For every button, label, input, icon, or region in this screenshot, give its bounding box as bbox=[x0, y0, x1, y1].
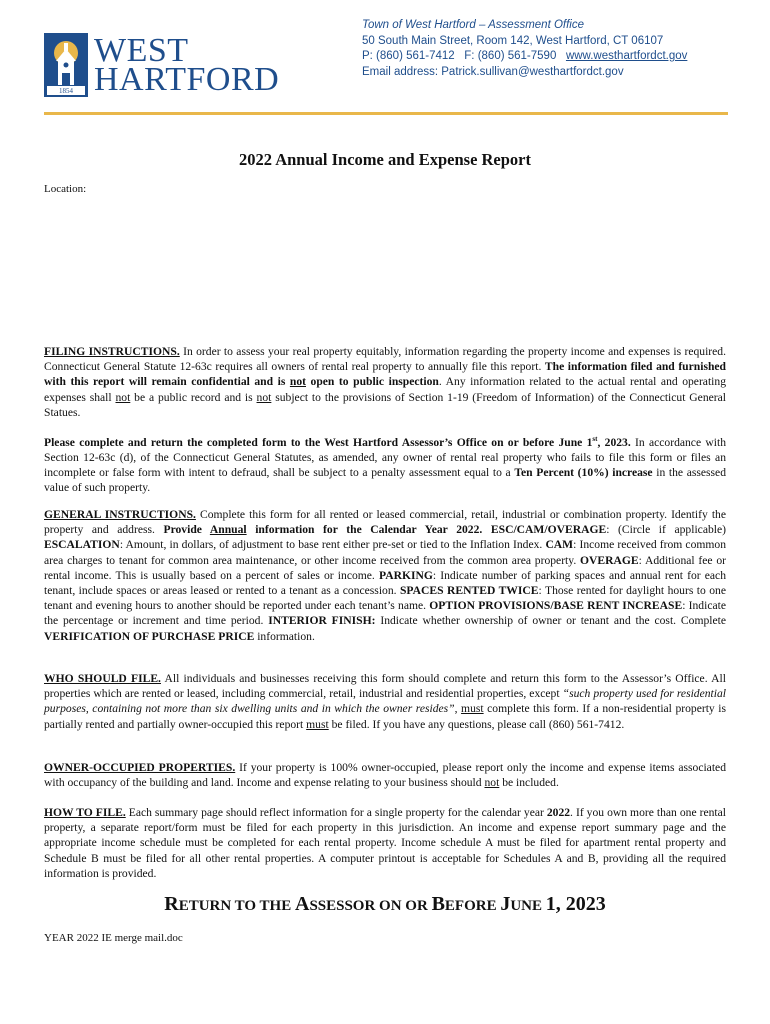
how-text: . If you own more than one rental property, a separate report/form must be filed for each property in this jurisdiction. An income and expense report summary page and the appropriate income schedule must be completed for each rental property. Income schedule A must be filed for apartment rental property and Schedule B must be filed for all other rental properties. A computer printout is acceptable for Schedules A and B, providing all the required information is provided. bbox=[44, 806, 726, 880]
general-text: : Those rented for daylight hours to one tenant and evening hours to another should be reported under each tenant’s name. bbox=[44, 584, 727, 613]
general-heading: GENERAL INSTRUCTIONS. bbox=[44, 508, 196, 521]
filing-text: . Any information related to the actual rental and operating expenses shall bbox=[44, 375, 726, 404]
who-heading: WHO SHOULD FILE. bbox=[44, 672, 161, 685]
filing-text: In order to assess your real property equitably, information regarding the property income and expenses is required. Connecticut General Statute 12-63c requires all owners of rental real property to annually file this report. bbox=[44, 345, 726, 374]
general-text: : Indicate number of parking spaces and annual rent for each tenant, include spaces or areas leased or rented to a tenant as a concession. bbox=[44, 568, 726, 598]
location-label: Location: bbox=[44, 183, 87, 195]
report-title: 2022 Annual Income and Expense Report bbox=[239, 150, 531, 169]
office-phone-fax: P: (860) 561-7412 F: (860) 561-7590 bbox=[362, 50, 566, 62]
who-text: , bbox=[454, 702, 462, 716]
how-year: 2022 bbox=[546, 806, 571, 819]
owner-heading: OWNER-OCCUPIED PROPERTIES. bbox=[44, 761, 236, 774]
footer-filename: YEAR 2022 IE merge mail.doc bbox=[44, 932, 183, 944]
office-contact-block bbox=[362, 18, 687, 80]
who-text: All individuals and businesses receiving this form should complete and return this form to the Assessor’s Office. All properties which are rented or leased, including commercial, retail, industrial and residential properties, except bbox=[44, 672, 726, 701]
seal-year: 1854 bbox=[59, 87, 73, 95]
owner-occupied-paragraph bbox=[44, 760, 726, 790]
filing-instructions-paragraph bbox=[44, 344, 726, 420]
term-verification: VERIFICATION OF PURCHASE PRICE bbox=[44, 629, 255, 643]
owner-text: be included. bbox=[499, 776, 559, 790]
office-email[interactable]: Email address: Patrick.sullivan@westhartfordct.gov bbox=[362, 65, 624, 78]
logo-word-hartford: HARTFORD bbox=[94, 61, 280, 98]
filing-bold: The information filed and furnished with this report will remain confidential and is bbox=[44, 360, 726, 389]
office-phone-line bbox=[362, 49, 687, 65]
term-interior-finish: INTERIOR FINISH: bbox=[268, 614, 376, 628]
general-text: : (Circle if applicable) bbox=[606, 523, 726, 537]
filing-text: subject to the provisions of Section 1-19 (Freedom of Information) of the Connecticut General Statues. bbox=[44, 390, 726, 419]
who-must: must bbox=[306, 717, 329, 731]
general-text: : Amount, in dollars, of adjustment to base rent either pre-set or tied to the Inflation Index. bbox=[119, 538, 546, 552]
owner-text: If your property is 100% owner-occupied, please report only the income and expense items associated with occupancy of the building and land. Income and expense relating to your business should bbox=[44, 761, 726, 790]
deadline-bold: Please complete and return the completed form to the West Hartford Assessor’s Office on or before June 1 bbox=[44, 435, 593, 449]
general-instructions-paragraph bbox=[44, 507, 726, 644]
deadline-text: in the assessed value of such property. bbox=[44, 466, 726, 495]
who-text: complete this form. If a non-residential property is partially rented and partially owner-occupied this report bbox=[44, 702, 726, 731]
west-hartford-logo bbox=[44, 32, 280, 99]
header-divider bbox=[44, 112, 728, 115]
deadline-text: In accordance with Section 12-63c (d), of the Connecticut General Statutes, as amended, any owner of rental real property who fails to file this form or files an incomplete or false form with intent to defraud, shall be subject to a penalty assessment equal to a bbox=[44, 435, 727, 480]
filing-not: not bbox=[115, 390, 131, 404]
deadline-year: , 2023. bbox=[597, 435, 631, 449]
office-address: 50 South Main Street, Room 142, West Hartford, CT 06107 bbox=[362, 34, 664, 47]
general-text: Indicate whether ownership of owner or tenant and the cost. Complete bbox=[375, 614, 726, 628]
who-must: must bbox=[461, 702, 484, 716]
who-exception-quote: “such property used for residential purposes, containing not more than six dwelling units and in which the owner resides” bbox=[44, 687, 726, 716]
return-deadline-banner: RETURN TO THE ASSESSOR ON OR BEFORE JUNE 1, 2023 bbox=[164, 893, 606, 915]
filing-text: be a public record and is bbox=[130, 390, 257, 404]
term-cam: CAM bbox=[545, 538, 574, 552]
general-text: : Income received from common area charges to tenant for common area maintenance, or other income received from the common area property. bbox=[44, 538, 726, 567]
general-text: : Additional fee or rental income. This is usually based on a percent of sales or income. bbox=[44, 553, 726, 582]
general-text: Complete this form for all rented or leased commercial, retail, industrial or combination property. Identify the property and address. bbox=[44, 508, 726, 537]
how-heading: HOW TO FILE. bbox=[44, 806, 126, 819]
deadline-ordinal: st bbox=[592, 435, 598, 443]
general-text: : Indicate the percentage or increment and time period. bbox=[44, 599, 726, 628]
who-text: be filed. If you have any questions, please call (860) 561-7412. bbox=[328, 717, 625, 731]
general-bold: information for the Calendar Year 2022. ESC/CAM/OVERAGE bbox=[246, 523, 607, 537]
office-title: Town of West Hartford – Assessment Office bbox=[362, 19, 584, 31]
how-to-file-paragraph bbox=[44, 805, 726, 881]
term-spaces-rented-twice: SPACES RENTED TWICE bbox=[399, 584, 539, 598]
filing-bold-end: open to public inspection bbox=[306, 375, 439, 389]
term-parking: PARKING bbox=[378, 568, 433, 582]
term-escalation: ESCALATION bbox=[44, 538, 120, 552]
owner-not: not bbox=[484, 776, 500, 790]
term-overage: OVERAGE bbox=[580, 553, 639, 567]
term-option-provisions: OPTION PROVISIONS/BASE RENT INCREASE bbox=[429, 599, 683, 613]
penalty-bold: Ten Percent (10%) increase bbox=[514, 466, 653, 480]
general-bold: Provide bbox=[163, 523, 210, 537]
website-link[interactable]: www.westhartfordct.gov bbox=[565, 50, 688, 62]
who-should-file-paragraph bbox=[44, 671, 726, 732]
filing-bold-not: not bbox=[289, 375, 306, 389]
how-text: Each summary page should reflect information for a single property for the calendar year bbox=[125, 806, 547, 819]
general-text: information. bbox=[254, 629, 315, 643]
deadline-paragraph bbox=[44, 432, 726, 496]
general-annual: Annual bbox=[209, 523, 247, 537]
filing-heading: FILING INSTRUCTIONS. bbox=[44, 345, 180, 358]
logo-word-west: WEST bbox=[94, 32, 189, 69]
filing-not: not bbox=[256, 390, 272, 404]
town-seal-icon bbox=[44, 33, 88, 97]
